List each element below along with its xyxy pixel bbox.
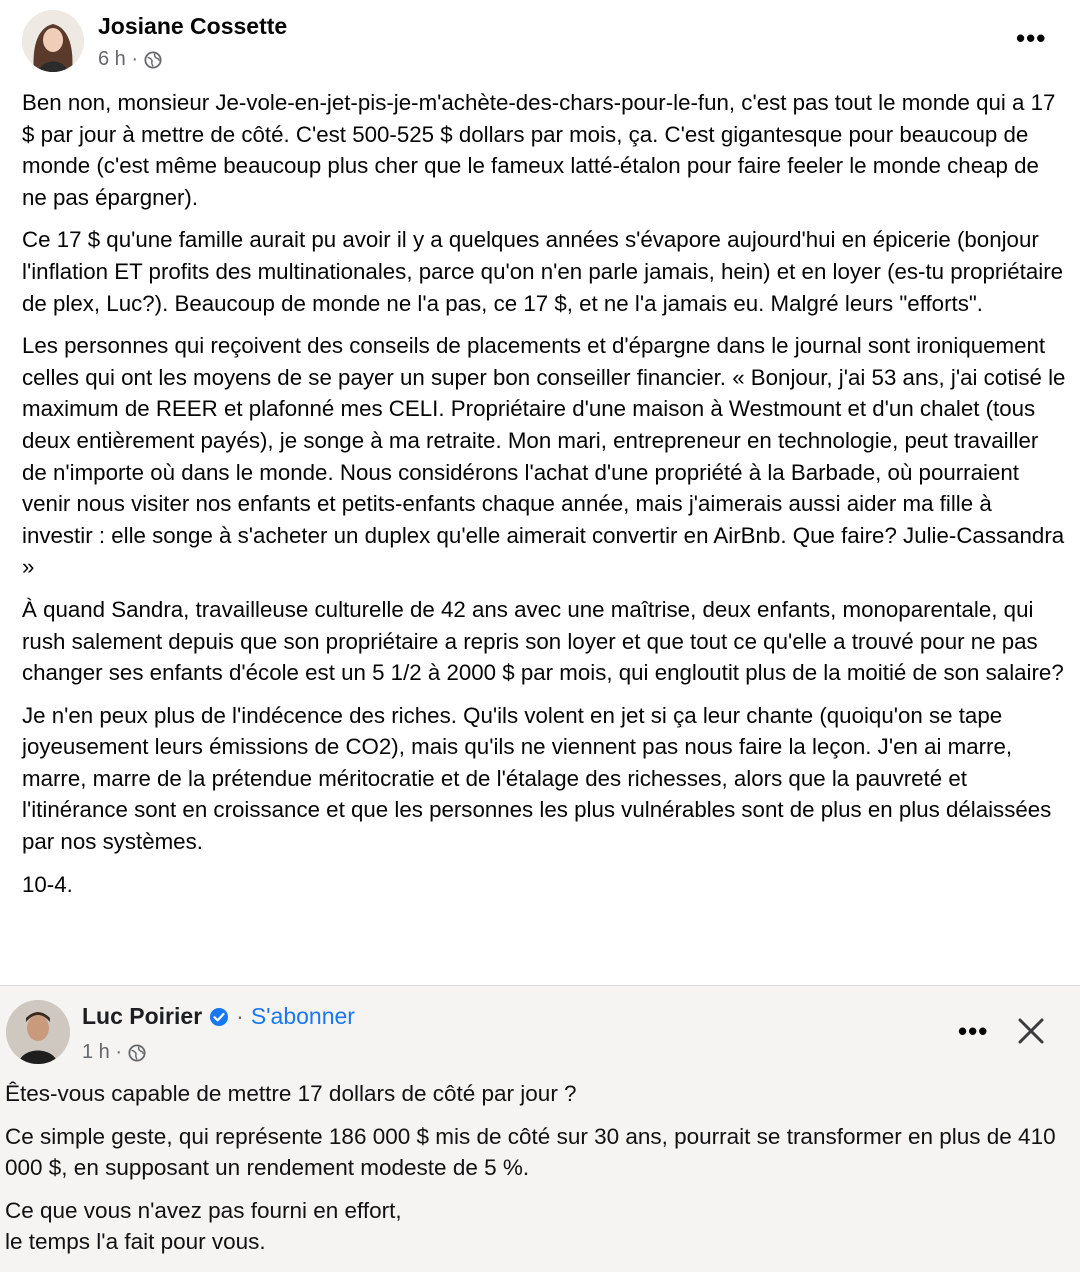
shared-author-name[interactable]: Luc Poirier <box>82 1003 203 1029</box>
shared-post-meta <box>82 1041 146 1064</box>
globe-icon <box>144 51 162 69</box>
post-paragraph: Ce 17 $ qu'une famille aurait pu avoir il y a quelques années s'évapore aujourd'hui en épicerie (bonjour l'inflation ET profits des multinationales, parce qu'on n'en parle jamais, hein) et en loyer (es-tu propriétaire de plex, Luc?). Beaucoup de monde ne l'a pas, ce 17 $, et ne l'a jamais eu. Malgré leurs "efforts". <box>22 227 1064 316</box>
post-paragraph: À quand Sandra, travailleuse culturelle de 42 ans avec une maîtrise, deux enfants, monoparentale, qui rush salement depuis que son propriétaire a repris son loyer et que tout ce qu'elle a trouvé pour ne pas changer ses enfants d'école est un 5 1/2 à 2000 $ par mois, qui engloutit plus de la moitié de son salaire? <box>22 596 1064 686</box>
author-name[interactable]: Josiane Cossette <box>98 13 288 39</box>
shared-post-paragraph: Ce simple geste, qui représente 186 000 $ mis de côté sur 30 ans, pourrait se transformer en plus de 410 000 $, en supposant un rendement modeste de 5 %. <box>5 1123 1056 1181</box>
post-time[interactable]: 6 h · <box>98 48 139 70</box>
shared-post-paragraph: Êtes-vous capable de mettre 17 dollars de côté par jour ? <box>5 1081 577 1106</box>
shared-post-paragraph: Ce que vous n'avez pas fourni en effort, le temps l'a fait pour vous. <box>5 1197 402 1255</box>
post-body <box>22 87 1067 911</box>
shared-post-time[interactable]: 1 h · <box>82 1041 123 1063</box>
author-avatar[interactable] <box>22 10 84 72</box>
shared-more-options-icon[interactable]: ••• <box>958 1016 989 1046</box>
post-paragraph: Les personnes qui reçoivent des conseils de placements et d'épargne dans le journal sont ironiquement celles qui ont les moyens de se payer un super bon conseiller financier. « Bonjour, j'ai 53 ans, j'ai cotisé le maximum de REER et plafonné mes CELI. Propriétaire d'une maison à Westmount et d'un chalet (tous deux entièrement payés), je songe à ma retraite. Mon mari, entrepreneur en technologie, peut travailler de n'importe où dans le monde. Nous considérons l'achat d'une propriété à la Barbade, où pourraient venir nous visiter nos enfants et petits-enfants chaque année, mais j'aimerais aussi aider ma fille à investir : elle songe à s'acheter un duplex qu'elle aimerait convertir en AirBnb. Que faire? Julie-Cassandra » <box>22 333 1066 580</box>
globe-icon <box>128 1044 146 1062</box>
shared-post-body <box>5 1078 1065 1269</box>
post-paragraph: Ben non, monsieur Je-vole-en-jet-pis-je-m'achète-des-chars-pour-le-fun, c'est pas tout le monde qui a 17 $ par jour à mettre de côté. C'est 500-525 $ dollars par mois, ça. C'est gigantesque pour beaucoup de monde (c'est même beaucoup plus cher que le fameux latté-étalon pour faire feeler le monde cheap de ne pas épargner). <box>22 90 1056 210</box>
shared-post-header <box>82 1003 355 1030</box>
separator-dot: · <box>236 1003 244 1029</box>
shared-author-avatar[interactable] <box>6 1000 70 1064</box>
close-icon[interactable] <box>1015 1015 1047 1047</box>
follow-button[interactable]: S'abonner <box>250 1003 355 1029</box>
verified-badge-icon <box>209 1007 229 1027</box>
post-paragraph: 10-4. <box>22 871 73 897</box>
post-meta <box>98 48 162 71</box>
more-options-icon[interactable]: ••• <box>1016 23 1047 53</box>
post-paragraph: Je n'en peux plus de l'indécence des riches. Qu'ils volent en jet si ça leur chante (quoiqu'on se tape joyeusement leurs émissions de CO2), mais qu'ils ne viennent pas nous faire la leçon. J'en ai marre, marre, marre de la prétendue méritocratie et de l'étalage des richesses, alors que la pauvreté et l'itinérance sont en croissance et que les personnes les plus vulnérables sont de plus en plus délaissées par nos systèmes. <box>22 702 1052 855</box>
